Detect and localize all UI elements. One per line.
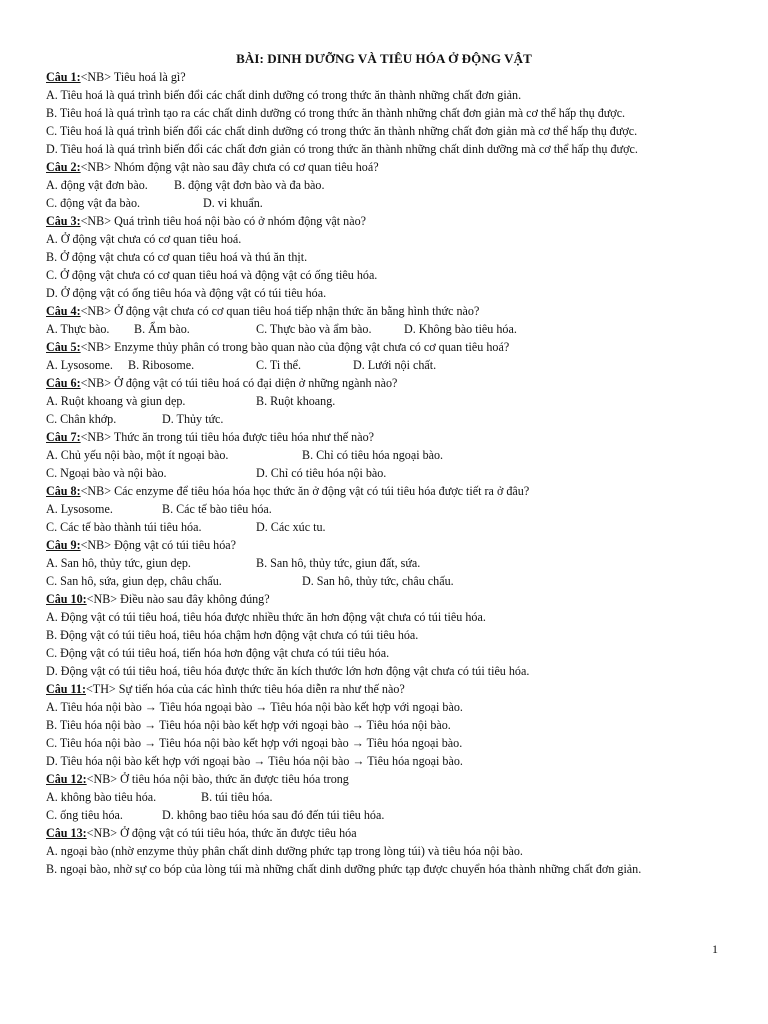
question-label: Câu 11: <box>46 682 86 696</box>
question-label: Câu 7: <box>46 430 81 444</box>
option-a: A. không bào tiêu hóa. <box>46 790 157 804</box>
question-text: <NB> Động vật có túi tiêu hóa? <box>80 538 236 552</box>
option-d: D. không bao tiêu hóa sau đó đến túi tiêu hóa. <box>162 808 385 822</box>
question-text: <NB> Các enzyme để tiêu hóa hóa học thức ăn ở động vật có túi tiêu hóa được tiết ra ở đâu? <box>80 484 530 498</box>
question-label: Câu 3: <box>46 214 81 228</box>
option-d: D. Tiêu hóa nội bào kết hợp với ngoại bào → Tiêu hóa nội bào → Tiêu hóa ngoại bào. <box>46 754 463 768</box>
question-9 <box>46 536 722 554</box>
option-c: C. Ngoại bào và nội bào. <box>46 466 167 480</box>
option-d: D. Ở động vật có ống tiêu hóa và động vật có túi tiêu hóa. <box>46 286 327 300</box>
option-d: D. Chỉ có tiêu hóa nội bào. <box>256 466 387 480</box>
option-row <box>46 392 722 410</box>
question-text: <TH> Sự tiến hóa của các hình thức tiêu hóa diễn ra như thế nào? <box>85 682 405 696</box>
option-row <box>46 356 722 374</box>
option-d: D. Động vật có túi tiêu hoá, tiêu hóa được thức ăn kích thước lớn hơn động vật chưa có túi tiêu hóa. <box>46 664 530 678</box>
question-8 <box>46 482 722 500</box>
option-d: D. Lưới nội chất. <box>353 358 437 372</box>
option-b: B. Các tế bào tiêu hóa. <box>162 502 272 516</box>
option-a: A. San hô, thủy tức, giun dẹp. <box>46 556 191 570</box>
question-label: Câu 9: <box>46 538 81 552</box>
option-b: B. San hô, thủy tức, giun đất, sứa. <box>256 556 421 570</box>
option-c: C. động vật đa bào. <box>46 196 141 210</box>
question-7 <box>46 428 722 446</box>
option-c: C. San hô, sứa, giun dẹp, châu chấu. <box>46 574 222 588</box>
question-13 <box>46 824 722 842</box>
option-a: A. Chủ yếu nội bào, một ít ngoại bào. <box>46 448 229 462</box>
option-b: B. Chỉ có tiêu hóa ngoại bào. <box>302 448 444 462</box>
option-b: B. Ruột khoang. <box>256 394 336 408</box>
question-2 <box>46 158 722 176</box>
option-d: D. Không bào tiêu hóa. <box>404 322 517 336</box>
option-row <box>46 176 722 194</box>
option-a: A. Ruột khoang và giun dẹp. <box>46 394 186 408</box>
option-d: D. Tiêu hoá là quá trình biến đổi các chất đơn giản có trong thức ăn thành những chất dinh dưỡng mà cơ thể hấp thụ được. <box>46 142 638 156</box>
question-4 <box>46 302 722 320</box>
option-b: B. túi tiêu hóa. <box>201 790 273 804</box>
option-c: C. Động vật có túi tiêu hoá, tiến hóa hơn động vật chưa có túi tiêu hóa. <box>46 646 390 660</box>
option-b: B. Tiêu hoá là quá trình tạo ra các chất dinh dưỡng có trong thức ăn thành những chất đơn giản mà cơ thể hấp thụ được. <box>46 106 626 120</box>
question-11 <box>46 680 722 698</box>
question-text: <NB> Tiêu hoá là gì? <box>80 70 186 84</box>
question-text: <NB> Enzyme thủy phân có trong bào quan nào của động vật chưa có cơ quan tiêu hoá? <box>80 340 510 354</box>
question-label: Câu 5: <box>46 340 81 354</box>
option-row <box>46 572 722 590</box>
option-b: B. Ở động vật chưa có cơ quan tiêu hoá và thú ăn thịt. <box>46 250 308 264</box>
question-text: <NB> Ở tiêu hóa nội bào, thức ăn được tiêu hóa trong <box>86 772 349 786</box>
option-row <box>46 788 722 806</box>
option-d: D. Thủy tức. <box>162 412 224 426</box>
option-d: D. vi khuẩn. <box>203 196 263 210</box>
question-label: Câu 6: <box>46 376 81 390</box>
question-1 <box>46 68 722 86</box>
option-a: A. Động vật có túi tiêu hoá, tiêu hóa được nhiều thức ăn hơn động vật chưa có túi tiêu hóa. <box>46 610 486 624</box>
option-row <box>46 518 722 536</box>
option-c: C. Tiêu hoá là quá trình biến đổi các chất dinh dưỡng có trong thức ăn thành những chất đơn giản mà cơ thể hấp thụ được. <box>46 124 638 138</box>
question-label: Câu 13: <box>46 826 87 840</box>
option-row <box>46 464 722 482</box>
document-title: BÀI: DINH DƯỠNG VÀ TIÊU HÓA Ở ĐỘNG VẬT <box>236 51 532 66</box>
option-b: B. động vật đơn bào và đa bào. <box>174 178 325 192</box>
question-label: Câu 8: <box>46 484 81 498</box>
option-b: B. Ribosome. <box>128 358 195 372</box>
option-c: C. Các tế bào thành túi tiêu hóa. <box>46 520 202 534</box>
option-b: B. Tiêu hóa nội bào → Tiêu hóa nội bào kết hợp với ngoại bào → Tiêu hóa nội bào. <box>46 718 451 732</box>
question-label: Câu 10: <box>46 592 87 606</box>
question-text: <NB> Ở động vật có túi tiêu hóa, thức ăn được tiêu hóa <box>86 826 357 840</box>
question-text: <NB> Quá trình tiêu hoá nội bào có ở nhóm động vật nào? <box>80 214 366 228</box>
option-a: A. Tiêu hóa nội bào → Tiêu hóa ngoại bào → Tiêu hóa nội bào kết hợp với ngoại bào. <box>46 700 463 714</box>
option-row <box>46 806 722 824</box>
option-row <box>46 410 722 428</box>
question-text: <NB> Ở động vật có túi tiêu hoá có đại diện ở những ngành nào? <box>80 376 398 390</box>
option-a: A. Lysosome. <box>46 358 113 372</box>
question-5 <box>46 338 722 356</box>
document-page <box>46 50 722 878</box>
option-d: D. Các xúc tu. <box>256 520 326 534</box>
option-row <box>46 194 722 212</box>
option-c: C. Ở động vật chưa có cơ quan tiêu hoá và động vật có ống tiêu hóa. <box>46 268 378 282</box>
option-b: B. Ẩm bào. <box>134 322 190 336</box>
option-c: C. Chân khớp. <box>46 412 117 426</box>
option-c: C. Ti thể. <box>256 358 302 372</box>
option-a: A. ngoại bào (nhờ enzyme thủy phân chất dinh dưỡng phức tạp trong lòng túi) và tiêu hóa nội bào. <box>46 844 523 858</box>
option-row <box>46 446 722 464</box>
question-text: <NB> Thức ăn trong túi tiêu hóa được tiêu hóa như thế nào? <box>80 430 374 444</box>
option-a: A. Ở động vật chưa có cơ quan tiêu hoá. <box>46 232 242 246</box>
question-3 <box>46 212 722 230</box>
question-10 <box>46 590 722 608</box>
question-label: Câu 4: <box>46 304 81 318</box>
option-a: A. Tiêu hoá là quá trình biến đổi các chất dinh dưỡng có trong thức ăn thành những chất đơn giản. <box>46 88 522 102</box>
question-label: Câu 2: <box>46 160 81 174</box>
option-c: C. ống tiêu hóa. <box>46 808 123 822</box>
question-text: <NB> Ở động vật chưa có cơ quan tiêu hoá tiếp nhận thức ăn bằng hình thức nào? <box>80 304 480 318</box>
option-row <box>46 554 722 572</box>
option-row <box>46 500 722 518</box>
question-text: <NB> Điều nào sau đây không đúng? <box>86 592 270 606</box>
option-a: A. động vật đơn bào. <box>46 178 148 192</box>
question-12 <box>46 770 722 788</box>
page-number: 1 <box>712 942 718 956</box>
question-6 <box>46 374 722 392</box>
option-c: C. Thực bào và ẩm bào. <box>256 322 372 336</box>
option-b: B. Động vật có túi tiêu hoá, tiêu hóa chậm hơn động vật chưa có túi tiêu hóa. <box>46 628 419 642</box>
option-d: D. San hô, thủy tức, châu chấu. <box>302 574 454 588</box>
question-text: <NB> Nhóm động vật nào sau đây chưa có cơ quan tiêu hoá? <box>80 160 379 174</box>
option-b: B. ngoại bào, nhờ sự co bóp của lòng túi mà những chất dinh dưỡng phức tạp được chuyển hóa thành những chất đơn giản. <box>46 862 642 876</box>
option-a: A. Thực bào. <box>46 322 110 336</box>
question-label: Câu 1: <box>46 70 81 84</box>
option-row <box>46 320 722 338</box>
option-c: C. Tiêu hóa nội bào → Tiêu hóa nội bào kết hợp với ngoại bào → Tiêu hóa ngoại bào. <box>46 736 463 750</box>
question-label: Câu 12: <box>46 772 87 786</box>
option-a: A. Lysosome. <box>46 502 113 516</box>
